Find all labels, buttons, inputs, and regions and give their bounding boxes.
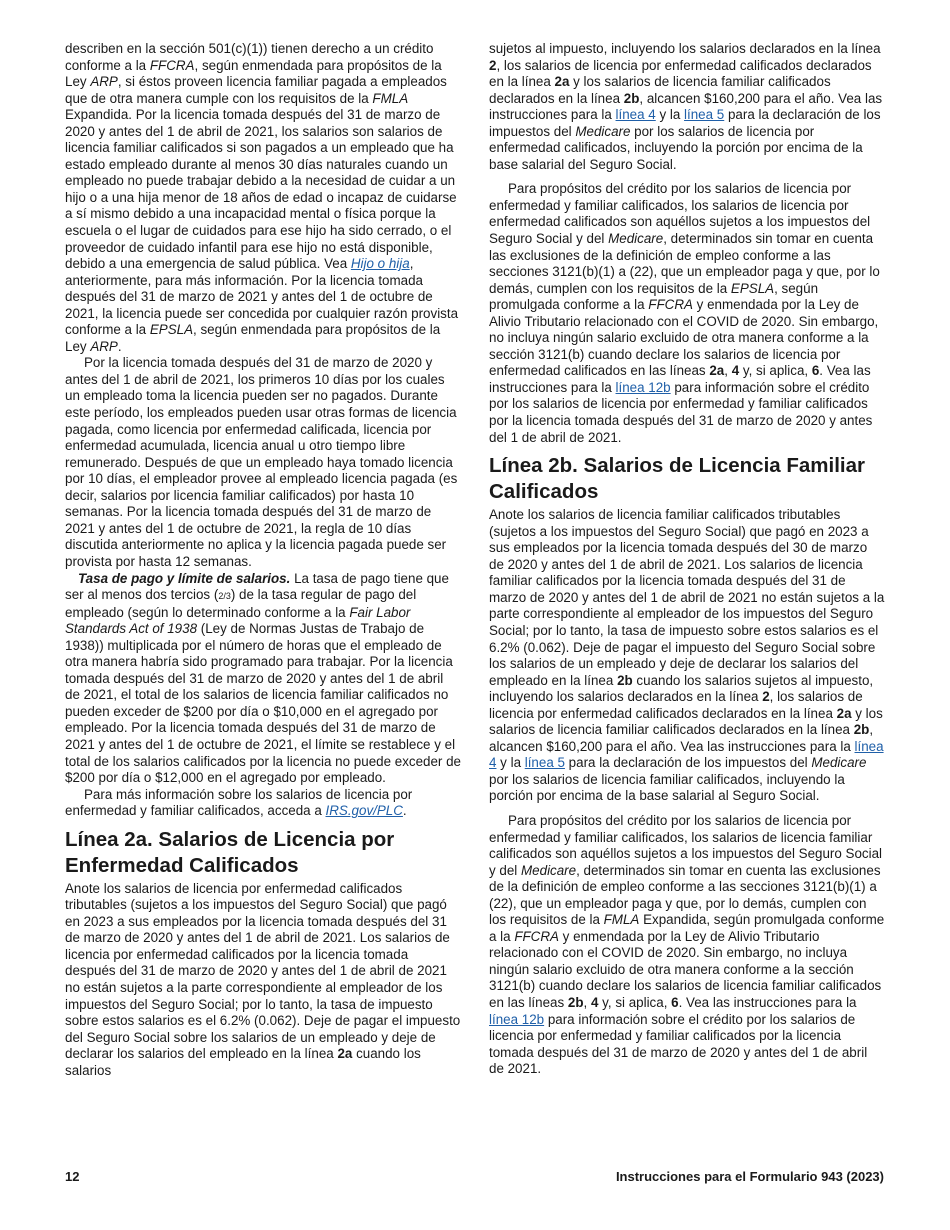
- paragraph-family-leave-credit: Para propósitos del crédito por los salarios de licencia por enfermedad y familiar calificados, los salarios de licencia familiar calificados son aquéllos sujetos a los impuestos del Seguro Social y del Medicare, determinados sin tomar en cuenta las exclusiones de la definición de empleo conforme a las secciones 3121(b)(1) a (22), que un empleador paga y que, por lo demás, cumplen con los requisitos de la FMLA Expandida, según promulgada conforme a la FFCRA y enmendada por la Ley de Alivio Tributario relacionado con el COVID de 2020. Sin embargo, no incluya ningún salario excluido de otra manera conforme a la sección 3121(b) cuando declare los salarios de licencia familiar calificados en las líneas 2b, 4 y, si aplica, 6. Vea las instrucciones para la línea 12b para información sobre el crédito por los salarios de licencia por enfermedad y familiar calificados por la licencia tomada después del 31 de marzo de 2020 y antes del 1 de abril de 2021.: [489, 812, 885, 1077]
- paragraph-family-leave-eligibility: describen en la sección 501(c)(1)) tienen derecho a un crédito conforme a la FFCRA, según enmendada para propósitos de la Ley ARP, si éstos proveen licencia familiar pagada a empleados que de otra manera cumple con los requisitos de la FMLA Expandida. Por la licencia tomada después del 31 de marzo de 2020 y antes del 1 de abril de 2021, los salarios son salarios de licencia familiar calificados si son pagados a un empleado que ha estado empleado durante al menos 30 días naturales cuando un empleado no puede trabajar debido a la necesidad de cuidar a un hijo o a una hija menor de 18 años de edad o incapaz de cuidarse a sí mismo debido a una incapacidad mental o física porque la escuela o el lugar de cuidados para ese hijo ha sido cerrado, o el proveedor de cuidado infantil para ese hijo no está disponible, debido a una emergencia de salud pública. Vea Hijo o hija, anteriormente, para más información. Por la licencia tomada después del 31 de marzo de 2021 y antes del 1 de octubre de 2021, la licencia puede ser concedida por cualquier razón provista conforme a la EPSLA, según enmendada para propósitos de la Ley ARP.: [65, 41, 459, 354]
- page-number: 12: [65, 1169, 80, 1184]
- paragraph-first-10-days: Por la licencia tomada después del 31 de marzo de 2020 y antes del 1 de abril de 2021, los primeros 10 días por los cuales un empleado toma la licencia pueden ser no pagados. Durante este período, los empleados pueden usar otras formas de licencia pagada, como licencia por enfermedad calificada, licencia por enfermedad acumulada, licencia anual u otro tiempo libre remunerado. Después de que un empleado haya tomado licencia por 10 días, el empleador provee al empleado licencia pagada (es decir, salarios por licencia familiar calificados) por hasta 10 semanas. Por la licencia tomada después del 31 de marzo de 2021 y antes del 1 de octubre de 2021, la regla de 10 días discutida anteriormente no aplica y la licencia pagada puede ser provista por hasta 12 semanas.: [65, 355, 458, 569]
- paragraph-line-2b: Anote los salarios de licencia familiar calificados tributables (sujetos a los impuestos del Seguro Social) que pagó en 2023 a sus empleados por la licencia tomada después del 30 de marzo de 2020 y antes del 1 de abril de 2021. Los salarios de licencia familiar calificados por la licencia tomada después del 31 de marzo de 2020 y antes del 1 de abril de 2021 no están sujetos a la parte correspondiente al empleador de los impuestos del Seguro Social; por lo tanto, la tasa de impuesto sobre estos salarios es el 6.2% (0.062). Deje de pagar el impuesto del Seguro Social sobre los salarios de un empleado y deje de declarar los salarios del empleado en la línea 2b cuando los salarios sujetos al impuesto, incluyendo los salarios declarados en la línea 2, los salarios de licencia por enfermedad calificados declarados en la línea 2a y los salarios de licencia familiar calificados declarados en la línea 2b, alcancen $160,200 para el año. Vea las instrucciones para la línea 4 y la línea 5 para la declaración de los impuestos del Medicare por los salarios de licencia familiar calificados, incluyendo la porción por encima de la base salarial al Seguro Social.: [489, 507, 885, 804]
- right-column: [489, 41, 885, 1078]
- link-linea-4[interactable]: línea 4: [615, 107, 656, 123]
- paragraph-more-info: Para más información sobre los salarios de licencia por enfermedad y familiar calificados, acceda a IRS.gov/PLC.: [65, 786, 413, 819]
- heading-line-2a: Línea 2a. Salarios de Licencia por Enfermedad Calificados: [65, 827, 395, 877]
- footer-title: Instrucciones para el Formulario 943 (2023): [615, 1169, 884, 1184]
- paragraph-sick-leave-credit: Para propósitos del crédito por los salarios de licencia por enfermedad y familiar calificados, los salarios de licencia por enfermedad calificados son aquéllos sujetos a los impuestos del Seguro Social y del Medicare, determinados sin tomar en cuenta las exclusiones de la definición de empleo conforme a las secciones 3121(b)(1) a (22), que un empleador paga y que, por lo demás, cumplen con los requisitos de la EPSLA, según promulgada conforme a la FFCRA y enmendada por la Ley de Alivio Tributario relacionado con el COVID de 2020. Sin embargo, no incluya ningún salario excluido de otra manera conforme a la sección 3121(b) cuando declare los salarios de licencia por enfermedad calificados en las líneas 2a, 4 y, si aplica, 6. Vea las instrucciones para la línea 12b para información sobre el crédito por los salarios de licencia por enfermedad y familiar calificados por la licencia tomada después del 31 de marzo de 2020 y antes del 1 de abril de 2021.: [489, 181, 880, 445]
- runin-heading-pay-rate: Tasa de pago y límite de salarios.: [78, 570, 291, 586]
- paragraph-pay-rate-limits: Tasa de pago y límite de salarios. La tasa de pago tiene que ser al menos dos tercios (2/3) de la tasa regular de pago del empleado (según lo determinado conforme a la Fair Labor Standards Act of 1938 (Ley de Normas Justas de Trabajo de 1938)) multiplicada por el número de horas que el empleado de otra manera habría sido programado para trabajar. Por la licencia tomada después del 31 de marzo de 2020 y antes del 1 de abril de 2021, el total de los salarios de licencia familiar calificados no pueden exceder de $200 por día o $10,000 en el agregado por empleado. Por la licencia tomada después del 31 de marzo de 2021 y antes del 1 de octubre de 2021, el límite se restablece y el total de los salarios calificados por la licencia no puede exceder de $200 por día o $12,000 en el agregado por empleado.: [65, 570, 462, 786]
- left-column: [65, 41, 461, 1079]
- link-linea-12b[interactable]: línea 12b: [615, 379, 671, 395]
- paragraph-line-2a: Anote los salarios de licencia por enfermedad calificados tributables (sujetos a los impuestos del Seguro Social) que pagó en 2023 a sus empleados por la licencia tomada después del 31 de marzo de 2020 y antes del 1 de abril de 2021. Los salarios de licencia por enfermedad calificados por la licencia tomada después del 31 de marzo de 2020 y antes del 1 de abril de 2021 no están sujetos a la parte correspondiente al empleador de los impuestos del Seguro Social; por lo tanto, la tasa de impuesto sobre estos salarios es el 6.2% (0.062). Deje de pagar el impuesto del Seguro Social sobre los salarios de un empleado y deje de declarar los salarios del empleado en la línea 2a cuando los salarios: [65, 880, 461, 1078]
- link-irs-gov-plc[interactable]: IRS.gov/PLC: [325, 803, 403, 819]
- paragraph-line-2a-continued: sujetos al impuesto, incluyendo los salarios declarados en la línea 2, los salarios de licencia por enfermedad calificados declarados en la línea 2a y los salarios de licencia familiar calificados declarados en la línea 2b, alcancen $160,200 para el año. Vea las instrucciones para la línea 4 y la línea 5 para la declaración de los impuestos del Medicare por los salarios de licencia por enfermedad calificados, incluyendo la porción por encima de la base salarial del Seguro Social.: [489, 41, 883, 172]
- link-linea-12b[interactable]: línea 12b: [489, 1011, 545, 1027]
- heading-line-2b: Línea 2b. Salarios de Licencia Familiar Calificados: [489, 454, 865, 504]
- link-linea-4[interactable]: línea 4: [489, 738, 884, 771]
- link-linea-5[interactable]: línea 5: [524, 755, 565, 771]
- link-hijo-o-hija[interactable]: Hijo o hija: [350, 256, 410, 272]
- link-linea-5[interactable]: línea 5: [684, 107, 725, 123]
